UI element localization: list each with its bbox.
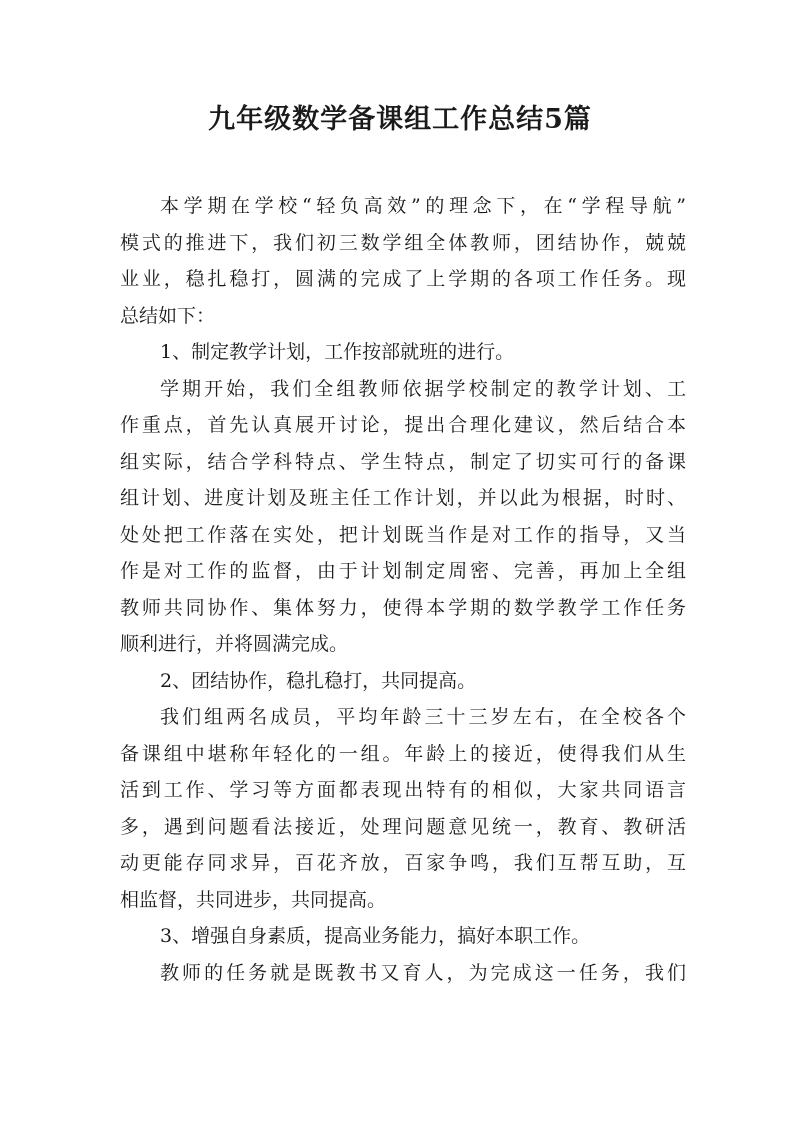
body-line: 3、增强自身素质，提高业务能力，搞好本职工作。	[160, 925, 591, 947]
body-line: 学期开始，我们全组教师依据学校制定的教学计划、工	[160, 377, 686, 400]
document-body	[120, 188, 686, 991]
body-line: 业业，稳扎稳打，圆满的完成了上学期的各项工作任务。现	[120, 268, 686, 290]
document-title: 九年级数学备课组工作总结5篇	[208, 104, 592, 135]
body-line: 2、团结协作，稳扎稳打，共同提高。	[160, 669, 477, 692]
body-line: 我们组两名成员，平均年龄三十三岁左右，在全校各个	[160, 706, 686, 728]
body-line: 作重点，首先认真展开讨论，提出合理化建议，然后结合本	[120, 414, 686, 436]
body-line: 处处把工作落在实处，把计划既当作是对工作的指导，又当	[120, 523, 686, 546]
body-line: 备课组中堪称年轻化的一组。年龄上的接近，使得我们从生	[120, 742, 686, 765]
body-line: 总结如下：	[120, 304, 216, 327]
body-line: 教师的任务就是既教书又育人，为完成这一任务，我们	[160, 961, 686, 984]
body-line: 组计划、进度计划及班主任工作计划，并以此为根据，时时、	[120, 487, 686, 509]
body-line: 组实际，结合学科特点、学生特点，制定了切实可行的备课	[120, 450, 686, 473]
body-line: 动更能存同求异，百花齐放，百家争鸣，我们互帮互助，互	[120, 852, 686, 874]
body-line: 教师共同协作、集体努力，使得本学期的数学教学工作任务	[120, 596, 686, 619]
body-line: 顺利进行，并将圆满完成。	[120, 633, 349, 655]
body-line: 作是对工作的监督，由于计划制定周密、完善，再加上全组	[120, 560, 686, 582]
body-line: 本学期在学校“轻负高效”的理念下，在“学程导航”	[160, 195, 686, 217]
body-line: 1、制定教学计划，工作按部就班的进行。	[160, 341, 515, 363]
body-line: 活到工作、学习等方面都表现出特有的相似，大家共同语言	[120, 779, 686, 801]
body-line: 相监督，共同进步，共同提高。	[120, 888, 387, 911]
body-line: 模式的推进下，我们初三数学组全体教师，团结协作，兢兢	[120, 231, 686, 254]
body-line: 多，遇到问题看法接近，处理问题意见统一，教育、教研活	[120, 815, 686, 838]
